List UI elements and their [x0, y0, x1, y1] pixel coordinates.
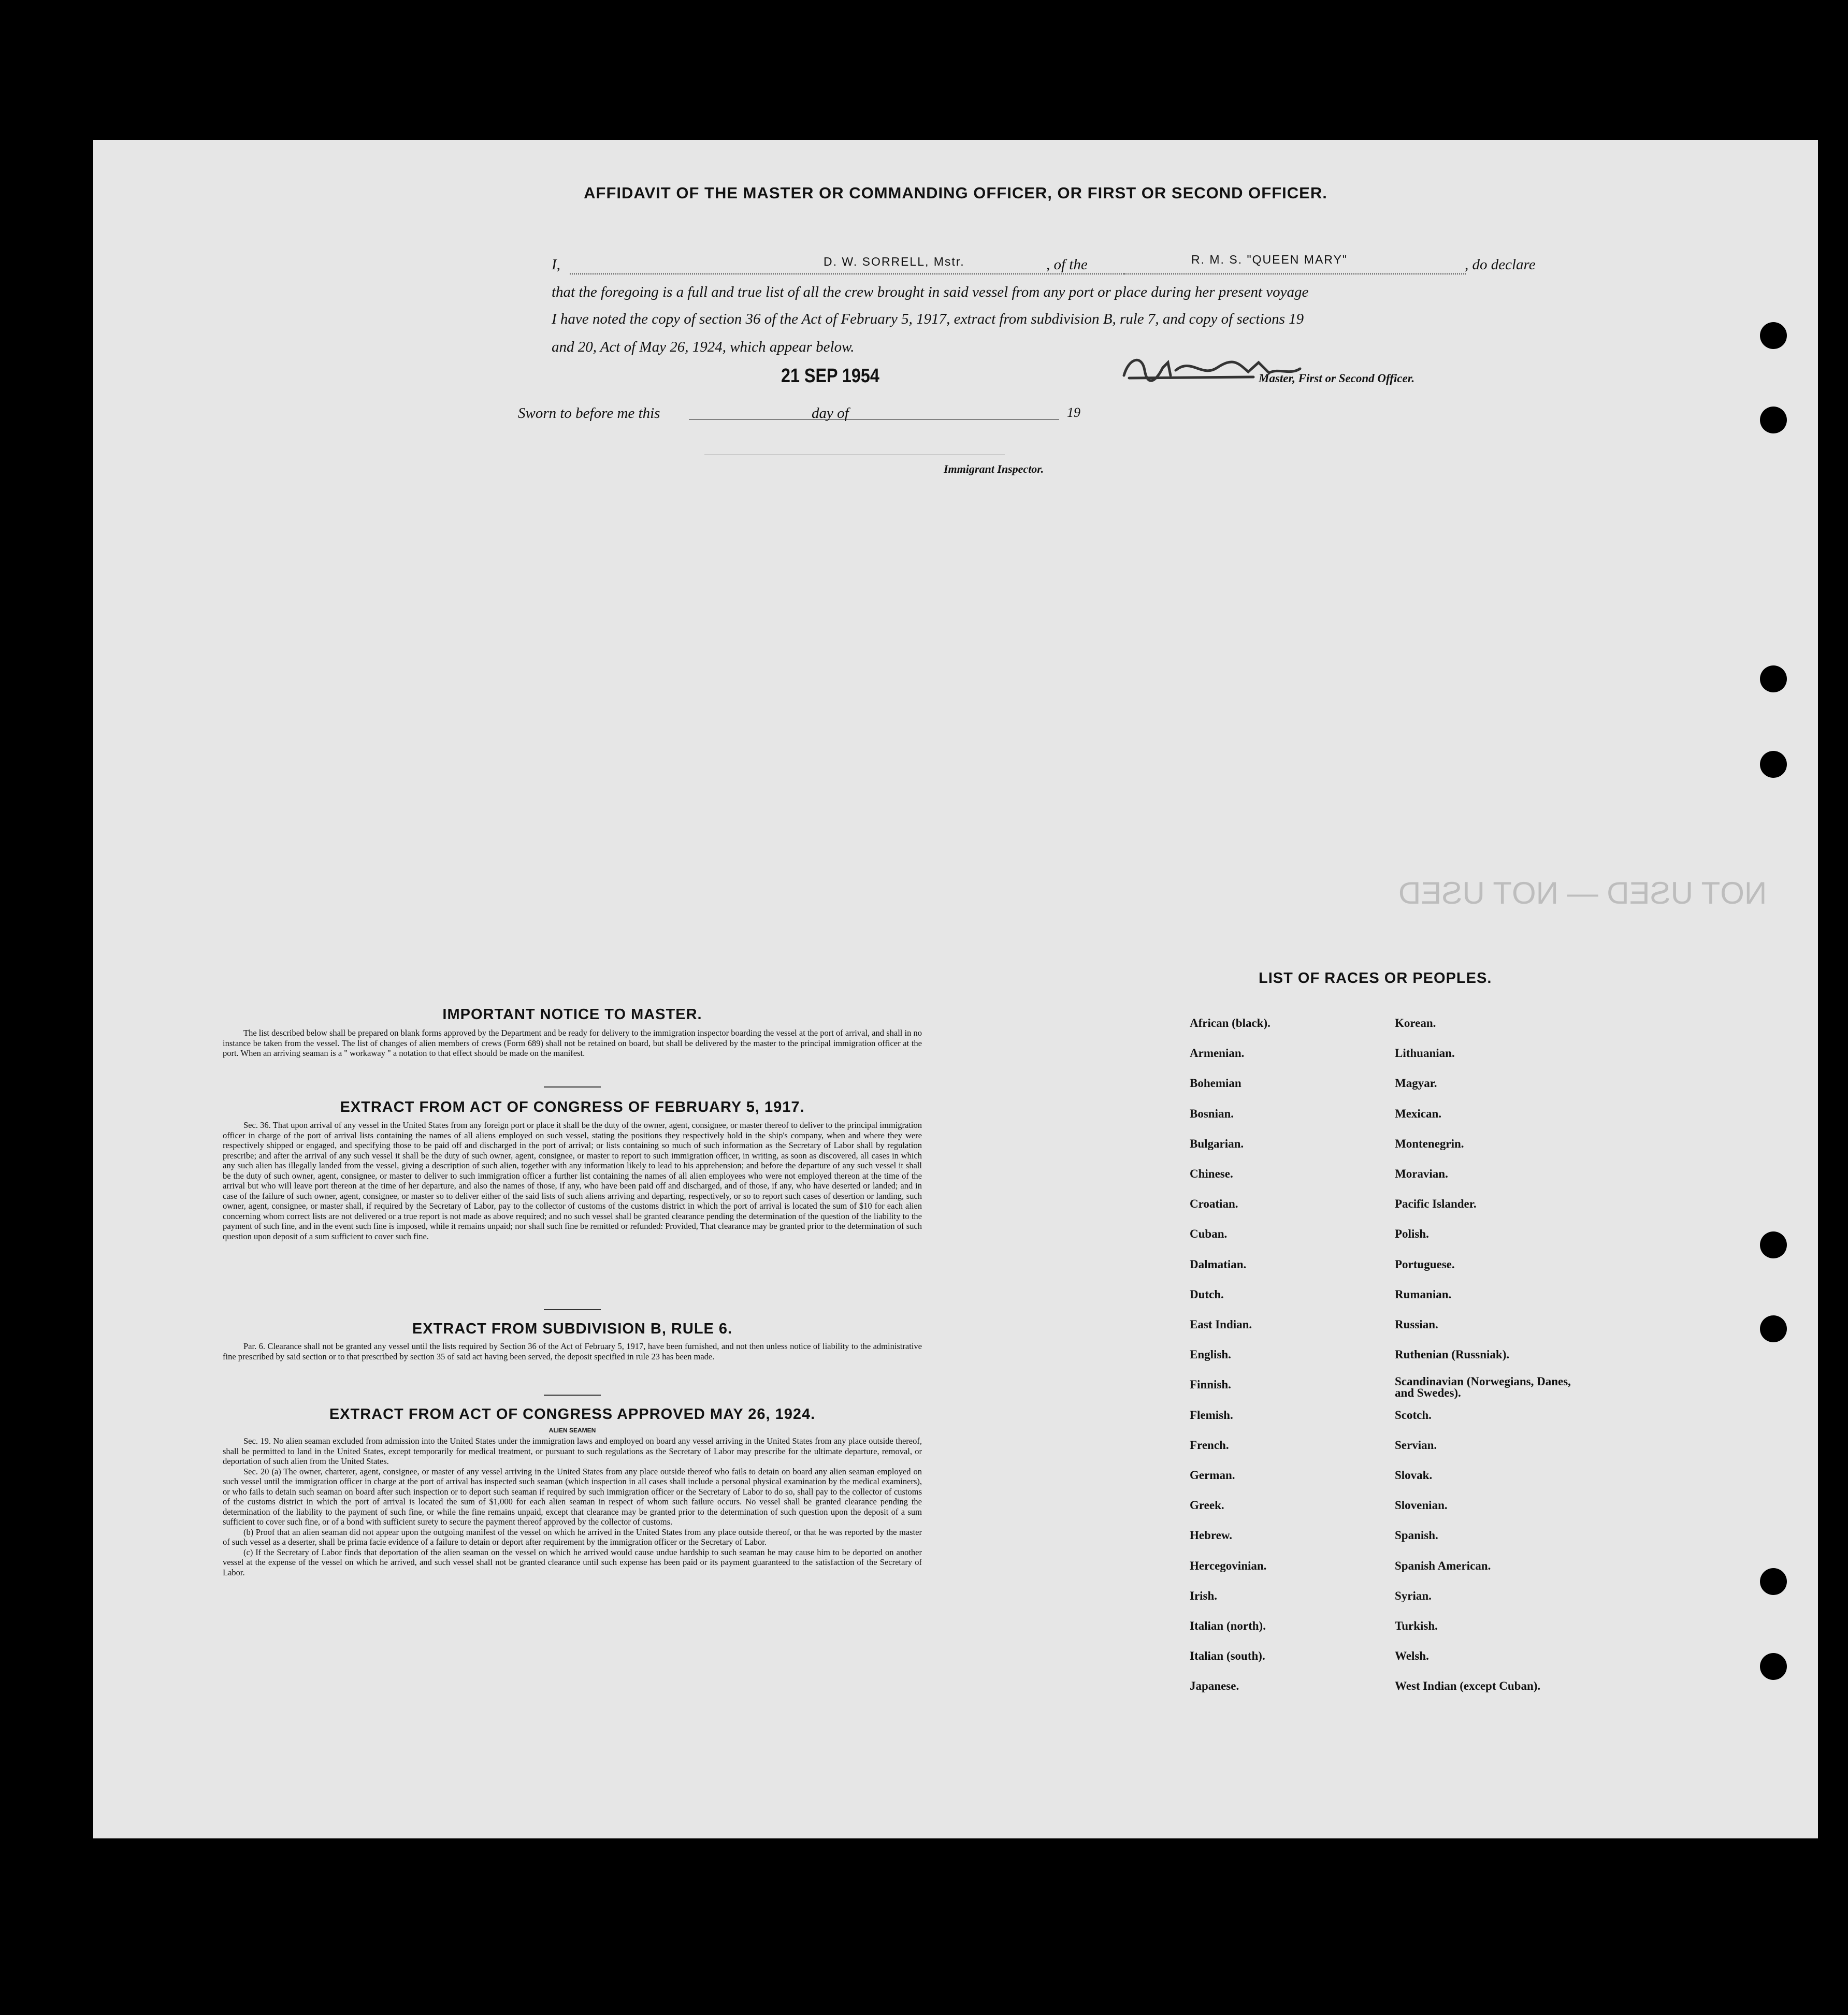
extract-1917-title: EXTRACT FROM ACT OF CONGRESS OF FEBRUARY 5, 1917. [340, 1099, 805, 1115]
background-stamp: NOT USED — NOT USED [1398, 876, 1767, 910]
race-item: Cuban. [1190, 1227, 1228, 1241]
section-20b: (b) Proof that an alien seaman did not appear upon the outgoing manifest of the vessel on which he arrived in the United States from any place outside thereof, or that he was reported by the master of such vessel as a deserter, shall be prima facie evidence of a failure to detain or deport after requirement by the immigration officer or the Secretary of Labor. [223, 1527, 922, 1547]
race-item: Rumanian. [1395, 1287, 1452, 1301]
vessel-name: R. M. S. "QUEEN MARY" [1191, 253, 1348, 266]
race-item: English. [1190, 1348, 1231, 1361]
extract-1917-text: Sec. 36. That upon arrival of any vessel in the United States from any foreign port or place it shall be the duty of the owner, agent, consignee, or master thereof to deliver to the principal immigration officer in charge of the port of arrival lists containing the names of all aliens employed on such vessel, stating the positions they respectively hold in the ship's company, when and where they were respectively shipped or engaged, and specifying those to be paid off and discharged in the port of arrival; or lists containing so much of such information as the Secretary of Labor shall by regulation prescribe; and after the arrival of any such vessel it shall be the duty of such owner, agent, consignee, or master to report to such immigration officer, in writing, as soon as discovered, all cases in which any such alien has illegally landed from the vessel, giving a description of such alien, together with any information likely to lead to his apprehension; and before the departure of any such vessel it shall be the duty of such owner, agent, consignee, or master to deliver to such immigration officer a further list containing the names of all alien employees who were not employed thereon at the time of the arrival but who will leave port thereon at the time of her departure, and also the names of those, if any, who have been paid off and discharged, and of those, if any, who have deserted or landed; and in case of the failure of such owner, agent, consignee, or master so to deliver either of the said lists of such aliens arriving and departing, respectively, or so to report such cases of desertion or landing, such owner, agent, consignee, or master shall, if required by the Secretary of Labor, pay to the collector of customs of the customs district in which the port of arrival is located the sum of $10 for each alien concerning whom correct lists are not delivered or a true report is not made as above required; and no such vessel shall be granted clearance pending the determination of the question of the liability to the payment of such fine, and in the event such fine is imposed, while it remains unpaid; nor shall such fine be remitted or refunded: Provided, That clearance may be granted prior to the determination of such question upon deposit of a sum sufficient to cover such fine. [223, 1120, 922, 1241]
race-item: Dalmatian. [1190, 1257, 1247, 1271]
race-item: Russian. [1395, 1318, 1438, 1331]
binder-hole [1760, 1231, 1787, 1258]
document-page [93, 140, 1818, 1838]
race-item: Italian (north). [1190, 1619, 1266, 1632]
binder-hole [1760, 751, 1787, 778]
race-item: Croatian. [1190, 1197, 1238, 1211]
race-item: German. [1190, 1469, 1235, 1482]
subdivision-text: Par. 6. Clearance shall not be granted any vessel until the lists required by Section 36 of the Act of February 5, 1917, have been furnished, and not then unless notice of liability to the administrative fine prescribed by said section or to that prescribed by section 35 of said act having been served, the deposit specified in rule 23 has been made. [223, 1341, 922, 1361]
race-item: Irish. [1190, 1589, 1218, 1602]
race-item: Hebrew. [1190, 1529, 1232, 1542]
race-item: French. [1190, 1438, 1229, 1452]
affidavit-of-the: , of the [1046, 256, 1088, 273]
race-item: Montenegrin. [1395, 1137, 1464, 1150]
year-prefix: 19 [1067, 405, 1080, 420]
day-of-label: day of [812, 405, 849, 422]
section-19: Sec. 19. No alien seaman excluded from admission into the United States under the immigration laws and employed on board any vessel arriving in the United States from any place outside thereof, shall be permitted to land in the United States, except temporarily for medical treatment, or pursuant to such regulations as the Secretary of Labor may prescribe for the ultimate departure, removal, or deportation of such alien from the United States. [223, 1436, 922, 1466]
race-item: Syrian. [1395, 1589, 1432, 1602]
race-item: Slovak. [1395, 1469, 1433, 1482]
race-item: Welsh. [1395, 1649, 1429, 1663]
race-item: West Indian (except Cuban). [1395, 1679, 1541, 1693]
sworn-prefix: Sworn to before me this [518, 405, 660, 422]
race-item: Flemish. [1190, 1408, 1233, 1422]
affidavit-line-3: I have noted the copy of section 36 of the Act of February 5, 1917, extract from subdivision B, rule 7, and copy of sections 19 [552, 311, 1304, 327]
race-item: Ruthenian (Russniak). [1395, 1348, 1510, 1361]
races-title: LIST OF RACES OR PEOPLES. [1259, 970, 1492, 987]
race-item: Korean. [1395, 1017, 1436, 1030]
race-item: Polish. [1395, 1227, 1429, 1241]
affidavit-i-label: I, [552, 256, 560, 273]
race-item: Finnish. [1190, 1378, 1231, 1391]
affidavit-title: AFFIDAVIT OF THE MASTER OR COMMANDING OFFICER, OR FIRST OR SECOND OFFICER. [584, 184, 1327, 202]
race-item: Chinese. [1190, 1167, 1233, 1180]
race-item: Armenian. [1190, 1047, 1245, 1060]
binder-hole [1760, 407, 1787, 433]
race-item: African (black). [1190, 1017, 1271, 1030]
binder-hole [1760, 1315, 1787, 1342]
race-item: Spanish American. [1395, 1559, 1491, 1572]
binder-hole [1760, 1568, 1787, 1595]
notice-title: IMPORTANT NOTICE TO MASTER. [442, 1006, 702, 1023]
race-item: Japanese. [1190, 1679, 1239, 1693]
race-item: Servian. [1395, 1438, 1437, 1452]
race-item: Hercegovinian. [1190, 1559, 1267, 1572]
extract-1924-text [223, 1436, 922, 1577]
race-item: Spanish. [1395, 1529, 1438, 1542]
race-item: Portuguese. [1395, 1257, 1455, 1271]
affidavit-line-2: that the foregoing is a full and true list of all the crew brought in said vessel from any port or place during her present voyage [552, 284, 1309, 300]
binder-hole [1760, 1653, 1787, 1680]
race-item: Bosnian. [1190, 1107, 1234, 1120]
race-item: Dutch. [1190, 1287, 1224, 1301]
race-item: Turkish. [1395, 1619, 1438, 1632]
race-item: Bohemian [1190, 1077, 1241, 1090]
race-item: Moravian. [1395, 1167, 1448, 1180]
race-item: Scandinavian (Norwegians, Danes, and Swedes). [1395, 1375, 1571, 1400]
race-item: Scotch. [1395, 1408, 1432, 1422]
race-item: East Indian. [1190, 1318, 1252, 1331]
affidavit-do-declare: , do declare [1465, 256, 1536, 273]
section-20a: Sec. 20 (a) The owner, charterer, agent, consignee, or master of any vessel arriving in the United States from any place outside thereof who fails to detain on board any alien seaman employed on such vessel until the immigration officer in charge at the port of arrival has inspected such seaman (which inspection in all cases shall include a personal physical examination by the medical examiners), or who fails to detain such seaman on board after such inspection or to deport such seaman if required by such immigration officer or the Secretary of Labor to do so, shall pay to the collector of customs of the customs district in which the port of arrival is located the sum of $1,000 for each alien seaman in respect of whom such failure occurs. No vessel shall be granted clearance pending the determination of the liability to the payment of such fine, or while the fine remains unpaid, except that clearance may be granted prior to the determination of such question upon the deposit of a sum sufficient to cover such fine, or of a bond with sufficient surety to secure the payment thereof approved by the collector of customs. [223, 1466, 922, 1527]
extract-1924-subtitle: ALIEN SEAMEN [548, 1427, 596, 1434]
date-stamp: 21 SEP 1954 [781, 365, 879, 387]
section-20c: (c) If the Secretary of Labor finds that deportation of the alien seaman on the vessel on which he arrived would cause undue hardship to such seaman he may cause him to be deported on another vessel at the expense of the vessel on which he arrived, and such vessel shall not be granted clearance until such expense has been paid or its payment guaranteed to the satisfaction of the Secretary of Labor. [223, 1547, 922, 1577]
race-item: Bulgarian. [1190, 1137, 1244, 1150]
race-item: Lithuanian. [1395, 1047, 1455, 1060]
extract-1924-title: EXTRACT FROM ACT OF CONGRESS APPROVED MAY 26, 1924. [329, 1406, 816, 1423]
binder-hole [1760, 322, 1787, 349]
race-item: Mexican. [1395, 1107, 1442, 1120]
binder-hole [1760, 665, 1787, 692]
inspector-caption: Immigrant Inspector. [944, 462, 1044, 475]
master-name: D. W. SORRELL, Mstr. [824, 255, 965, 268]
subdivision-title: EXTRACT FROM SUBDIVISION B, RULE 6. [412, 1321, 733, 1337]
notice-text: The list described below shall be prepared on blank forms approved by the Department and be ready for delivery to the immigration inspector boarding the vessel at the port of arrival, and shall in no instance be taken from the vessel. The list of changes of alien members of crews (Form 689) shall not be retained on board, but shall be delivered by the master to the principal immigration officer at the port. When an arriving seaman is a " workaway " a notation to that effect should be made on the manifest. [223, 1028, 922, 1058]
affidavit-line-4: and 20, Act of May 26, 1924, which appear below. [552, 339, 855, 355]
signature-caption: Master, First or Second Officer. [1259, 372, 1415, 385]
race-item: Magyar. [1395, 1077, 1437, 1090]
race-item: Slovenian. [1395, 1499, 1448, 1512]
race-item: Italian (south). [1190, 1649, 1265, 1663]
race-item: Greek. [1190, 1499, 1224, 1512]
race-item: Pacific Islander. [1395, 1197, 1477, 1211]
